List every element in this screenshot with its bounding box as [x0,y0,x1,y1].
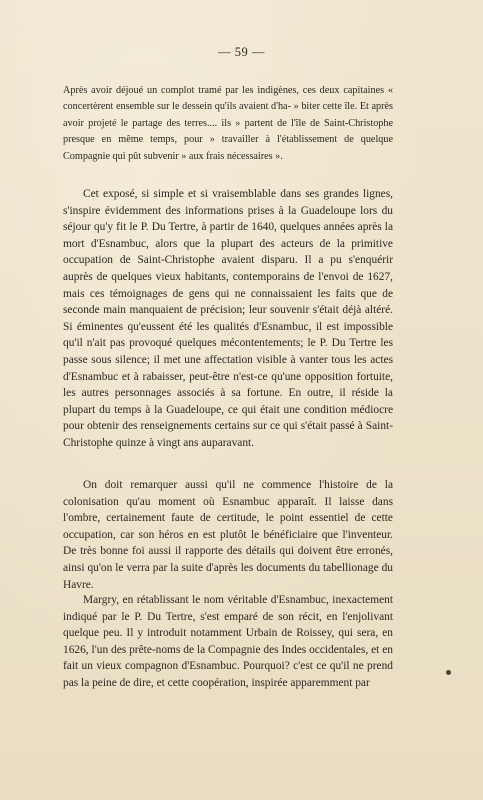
quoted-passage [63,83,393,165]
quote-text: Après avoir déjoué un complot tramé par les indigènes, ces deux capitaines « concertèrent ensemble sur le dessein qu'ils avaient d'ha- » biter cette île. Et après avoir projeté le partage des terres.... ils » partent de l'île de Saint-Christophe presque en même temps, pour » travailler à l'établissement de quelque Compagnie qui pût subvenir » aux frais nécessaires ». [63,85,393,162]
paragraph-text: On doit remarquer aussi qu'il ne commence l'histoire de la colonisation qu'au moment où Esnambuc apparaît. Il laisse dans l'ombre, certainement faute de certitude, le point essentiel de cette occupation, car son héros en est plutôt le bénéficiaire que l'inventeur. De très bonne foi aussi il rapporte des détails qui doivent être erronés, ainsi qu'on le verra par la suite d'après les documents du tabellionage du Havre. [63,479,393,591]
page-number: — 59 — [218,45,265,59]
paragraph-text: Cet exposé, si simple et si vraisemblable dans ses grandes lignes, s'inspire évidemment des informations prises à la Guadeloupe lors du séjour qu'y fit le P. Du Tertre, à partir de 1640, quelques années après la mort d'Esnambuc, alors que la plupart des acteurs de la primitive occupation de Saint-Christophe avaient disparu. Il a pu s'enquérir auprès de quelques vieux habitants, contemporains de l'envoi de 1627, mais ces témoignages de gens qui ne connaissaient les faits que de seconde main manquaient de précision; leur souvenir s'était déjà altéré. Si éminentes qu'eussent été les qualités d'Esnambuc, il est impossible qu'il n'ait pas provoqué quelques mécontentements; le P. Du Tertre les passe sous silence; il met une affectation visible à vanter tous les actes d'Esnambuc et à rabaisser, peut-être n'est-ce qu'une opposition fortuite, les autres personnages associés à sa fortune. En outre, il réside la plupart du temps à la Guadeloupe, ce qui était une condition médiocre pour obtenir des renseignements certains sur ce qui s'était passé à Saint-Christophe quinze à vingt ans auparavant. [63,188,393,449]
paragraph-1 [63,186,393,452]
paragraph-text: Margry, en rétablissant le nom véritable d'Esnambuc, inexactement indiqué par le P. Du Tertre, s'est emparé de son récit, en l'enjolivant quelque peu. Il y introduit notamment Urbain de Roissey, qui sera, en 1626, l'un des prête-noms de la Compagnie des Indes occidentales, et en fait un vieux compagnon d'Esnambuc. Pourquoi? c'est ce qu'il ne prend pas la peine de dire, et cette coopération, inspirée apparemment par [63,594,393,689]
ink-speck [446,670,451,675]
paragraph-2 [63,477,393,593]
paragraph-3 [63,592,393,692]
